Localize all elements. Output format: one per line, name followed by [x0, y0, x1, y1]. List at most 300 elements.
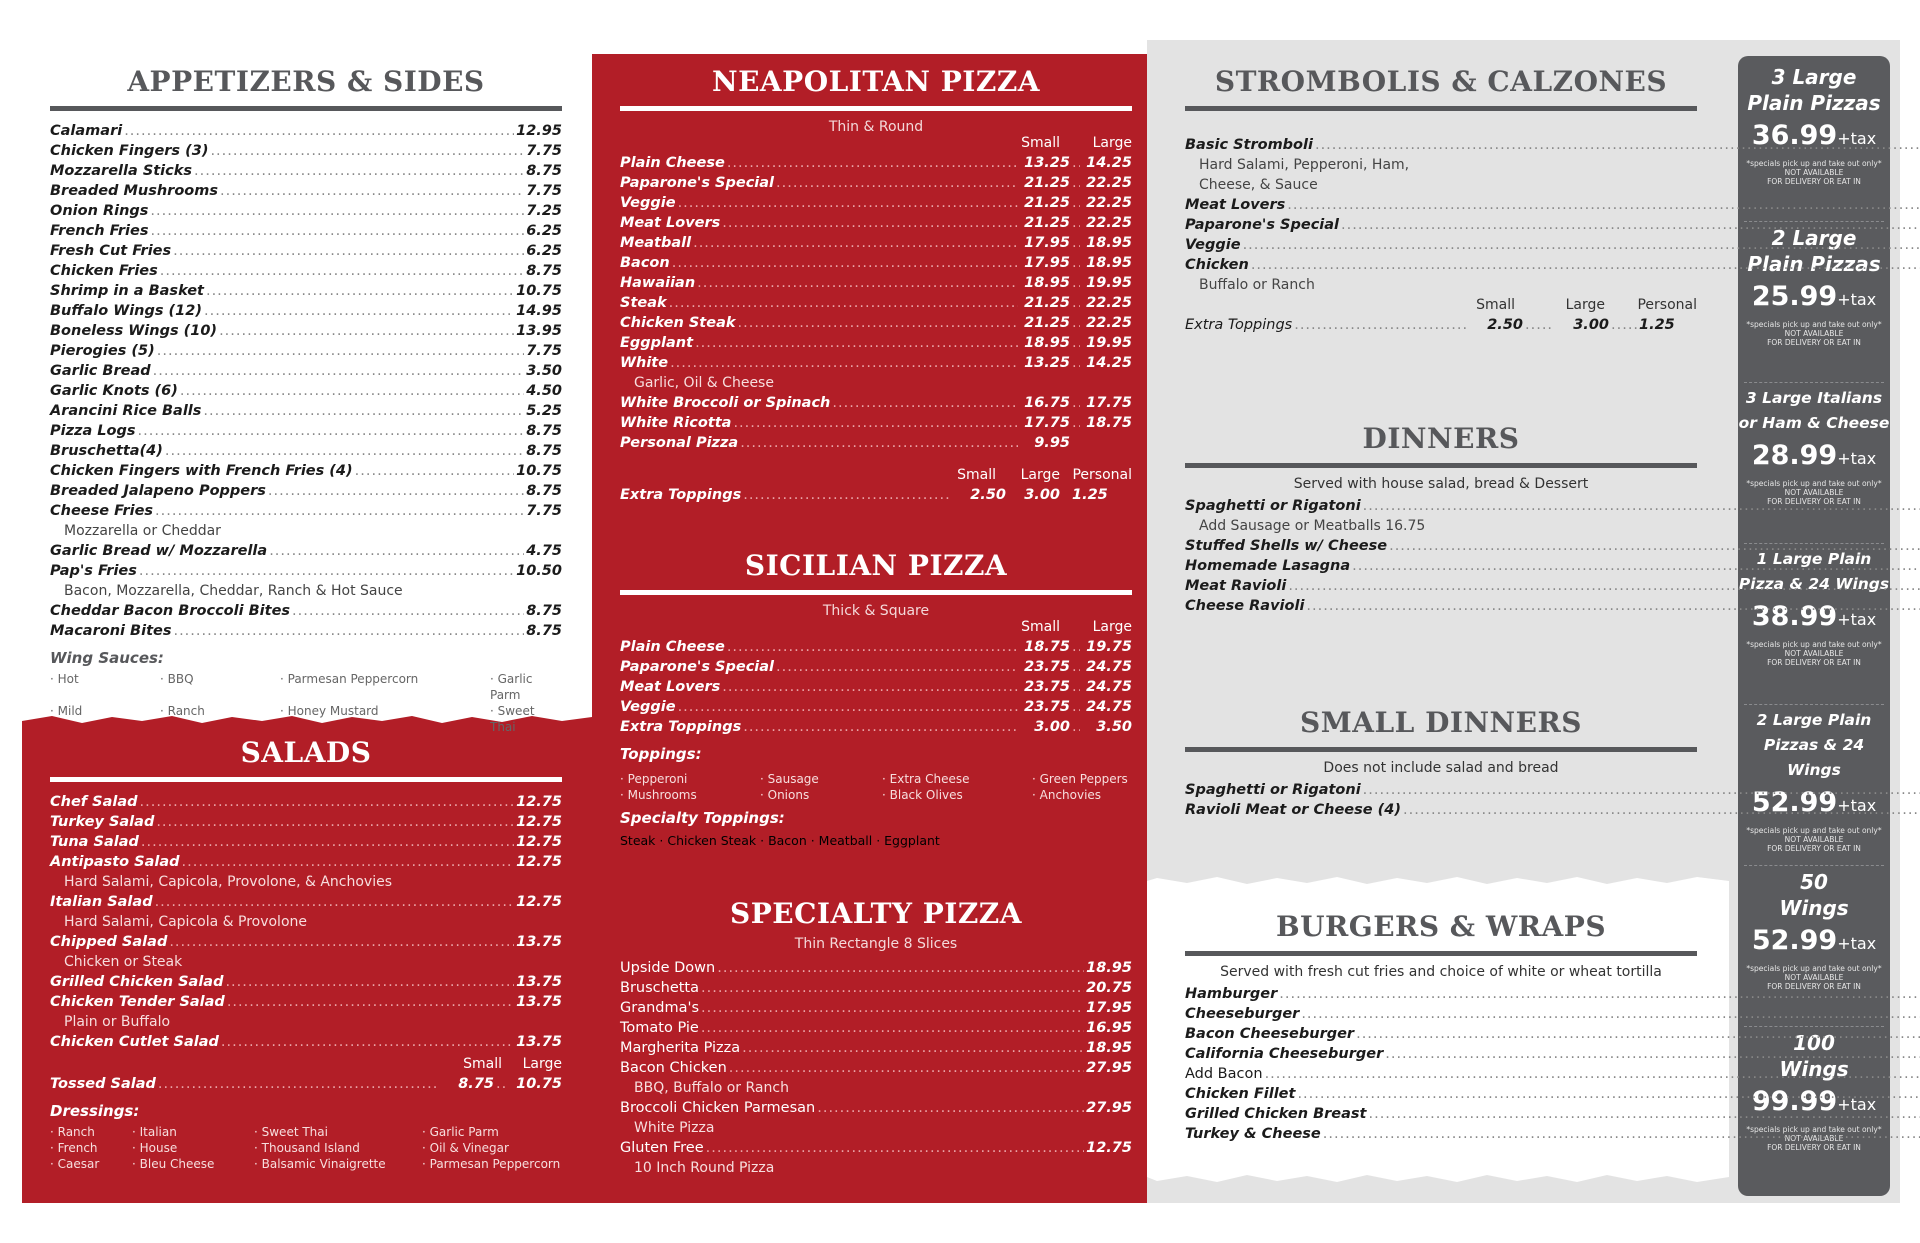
list-option: · Mild: [50, 704, 83, 718]
deal-price: 28.99: [1751, 440, 1838, 471]
price-large: 18.75: [1086, 415, 1132, 431]
salads-section: [50, 736, 562, 1172]
title-rule: [620, 590, 1132, 595]
dot-leader: [727, 155, 1018, 171]
small-dinners-columns: [1185, 782, 1697, 822]
menu-item-row: [50, 303, 562, 323]
item-price: 18.95: [1086, 960, 1132, 976]
item-name: Bruschetta(4): [50, 443, 163, 459]
dot-leader: [717, 960, 1084, 976]
price-small: 23.75: [1024, 659, 1070, 675]
dot-leader: [1341, 217, 1920, 233]
item-name: Veggie: [620, 195, 676, 211]
item-name: Paparone's Special: [620, 175, 775, 191]
dot-leader: [722, 679, 1018, 695]
menu-item-row: [50, 1034, 562, 1054]
torn-edge-bottom: [1147, 1171, 1729, 1185]
size-large-label: Large: [1565, 297, 1605, 313]
list-option: · Ranch: [50, 1125, 95, 1139]
dot-leader: [1279, 986, 1920, 1002]
item-price: 10.50: [516, 563, 562, 579]
item-description: Bacon, Mozzarella, Cheddar, Ranch & Hot Sauce: [64, 583, 403, 599]
item-price: 7.75: [526, 183, 562, 199]
menu-item-row: [1185, 802, 1920, 822]
tax-label: +tax: [1837, 449, 1877, 468]
menu-item-row: [620, 215, 1132, 235]
tax-label: +tax: [1837, 290, 1877, 309]
deal-line-1: 2 Large: [1771, 226, 1857, 250]
dot-leader: [776, 175, 1018, 191]
title-rule: [620, 106, 1132, 111]
item-price: 7.75: [526, 143, 562, 159]
item-name: Paparone's Special: [1185, 217, 1340, 233]
item-description: Cheese, & Sauce: [1199, 177, 1318, 193]
strombolis-columns: [1185, 117, 1697, 297]
dot-leader: [669, 295, 1018, 311]
price-large: 17.75: [1086, 395, 1132, 411]
price-large: 3.50: [1096, 719, 1132, 735]
strombolis-title: STROMBOLIS & CALZONES: [1214, 65, 1668, 98]
deal-divider: [1744, 382, 1884, 383]
deal-note-line: NOT AVAILABLE: [1784, 329, 1844, 338]
strombolis-section: [1185, 65, 1697, 337]
deal-line-2: Pizza & 24 Wings: [1738, 575, 1890, 593]
dot-leader: [138, 423, 525, 439]
menu-item-row: [1185, 782, 1920, 802]
item-price: 12.75: [516, 814, 562, 830]
item-price: 12.95: [516, 123, 562, 139]
size-small-label: Small: [1021, 135, 1060, 151]
appetizers-section: [50, 65, 562, 735]
list-option: · Extra Cheese: [882, 772, 970, 786]
item-name: Chicken Fingers (3): [50, 143, 209, 159]
item-name: Gluten Free: [620, 1140, 704, 1156]
menu-item-row: [50, 794, 562, 814]
toppings-label: Toppings:: [620, 745, 702, 763]
price-small: 3.00: [1034, 719, 1070, 735]
burgers-subtitle: Served with fresh cut fries and choice of white or wheat tortilla: [1220, 964, 1662, 980]
item-price: 6.25: [526, 223, 562, 239]
item-price: 8.75: [526, 623, 562, 639]
item-name: Garlic Knots (6): [50, 383, 178, 399]
menu-item-row: [1185, 1066, 1920, 1086]
price-small: 17.95: [1024, 255, 1070, 271]
deal-note: [1738, 826, 1890, 853]
item-name: Paparone's Special: [620, 659, 775, 675]
deal-line-2: Wings: [1779, 1057, 1849, 1081]
item-price: 20.75: [1086, 980, 1132, 996]
item-name: Chicken Tender Salad: [50, 994, 225, 1010]
dot-leader: [672, 255, 1018, 271]
menu-item-row: [620, 295, 1132, 315]
item-name: Chicken Steak: [620, 315, 736, 331]
item-price: 10.75: [516, 463, 562, 479]
menu-item-row: [50, 223, 562, 243]
dot-leader: [1072, 659, 1080, 675]
dot-leader: [1072, 215, 1080, 231]
small-dinners-left: [1185, 782, 1920, 822]
item-name: Onion Rings: [50, 203, 149, 219]
menu-item-row: [50, 834, 562, 854]
item-name: Breaded Jalapeno Poppers: [50, 483, 266, 499]
deal-divider: [1744, 704, 1884, 705]
price-large: 22.25: [1086, 195, 1132, 211]
price-small: 18.95: [1024, 275, 1070, 291]
dot-leader: [1072, 175, 1080, 191]
menu-item-row: [620, 1040, 1132, 1060]
price-small: 18.75: [1024, 639, 1070, 655]
extra-toppings-row: [1185, 317, 1697, 337]
item-description: Add Sausage or Meatballs 16.75: [1199, 518, 1426, 534]
deal-note-line: *specials pick up and take out only*: [1746, 964, 1882, 973]
menu-item-row: [50, 463, 562, 483]
item-name: Breaded Mushrooms: [50, 183, 218, 199]
item-name: Plain Cheese: [620, 155, 725, 171]
dot-leader: [139, 563, 514, 579]
deal-line-1: 1 Large Plain: [1756, 550, 1872, 568]
dot-leader: [292, 603, 524, 619]
menu-item-row: [1185, 217, 1920, 237]
menu-item-row: [620, 435, 1132, 455]
item-name: Eggplant: [620, 335, 694, 351]
list-option: · Thousand Island: [254, 1141, 360, 1155]
tossed-size-header: [50, 1056, 562, 1076]
dinners-title: DINNERS: [1362, 422, 1520, 455]
title-rule: [1185, 747, 1697, 752]
list-option: · Parmesan Peppercorn: [422, 1157, 561, 1171]
menu-item-row: [50, 994, 562, 1014]
dot-leader: [225, 974, 514, 990]
dot-leader: [740, 435, 1018, 451]
item-name: Cheddar Bacon Broccoli Bites: [50, 603, 291, 619]
item-name: Mozzarella Sticks: [50, 163, 193, 179]
item-price: 6.25: [526, 243, 562, 259]
dressings-grid: [50, 1124, 562, 1172]
menu-item-row: [1185, 197, 1920, 217]
deal-note-line: FOR DELIVERY OR EAT IN: [1767, 497, 1861, 506]
list-option: · Black Olives: [882, 788, 963, 802]
neapolitan-section: [620, 65, 1132, 507]
dot-leader: [817, 1100, 1084, 1116]
neapolitan-subtitle: Thin & Round: [828, 119, 924, 135]
size-personal-label: Personal: [1637, 297, 1697, 313]
tax-label: +tax: [1837, 129, 1877, 148]
price-small: 8.75: [458, 1076, 494, 1092]
item-name: Chicken Fillet: [1185, 1086, 1296, 1102]
list-option: · Pepperoni: [620, 772, 688, 786]
price-large: 19.95: [1086, 275, 1132, 291]
item-name: Extra Toppings: [620, 719, 742, 735]
salads-title: SALADS: [240, 736, 372, 769]
list-option: · Balsamic Vinaigrette: [254, 1157, 386, 1171]
size-header: [620, 135, 1132, 155]
item-price: 18.95: [1086, 1040, 1132, 1056]
deal-price: 36.99: [1751, 120, 1838, 151]
item-name: Extra Toppings: [620, 487, 742, 503]
menu-item-row: [50, 623, 562, 643]
price-personal: 1.25: [1639, 317, 1675, 333]
dot-leader: [221, 1034, 514, 1050]
dot-leader: [160, 263, 524, 279]
dot-leader: [124, 123, 514, 139]
dot-leader: [693, 235, 1018, 251]
list-option: · Mushrooms: [620, 788, 697, 802]
menu-item-row: [620, 699, 1132, 719]
dot-leader: [697, 275, 1018, 291]
menu-item-row: [620, 960, 1132, 980]
item-name: French Fries: [50, 223, 149, 239]
extra-toppings-row: [620, 487, 1132, 507]
item-name: Cheese Fries: [50, 503, 154, 519]
appetizers-list: [50, 123, 562, 643]
dot-leader: [269, 543, 524, 559]
specialty-toppings-label: Specialty Toppings:: [620, 809, 785, 827]
deal-note-line: NOT AVAILABLE: [1784, 649, 1844, 658]
item-name: Antipasto Salad: [50, 854, 180, 870]
item-name: Upside Down: [620, 960, 716, 976]
item-name: Extra Toppings: [1185, 317, 1293, 333]
dot-leader: [1315, 137, 1920, 153]
item-name: Grandma's: [620, 1000, 700, 1016]
list-option: · French: [50, 1141, 98, 1155]
small-dinners-section: [1185, 706, 1697, 822]
item-name: Homemade Lasagna: [1185, 558, 1351, 574]
menu-item-row: [50, 343, 562, 363]
menu-item-row: [620, 315, 1132, 335]
price-large: 22.25: [1086, 315, 1132, 331]
torn-edge-top: [1147, 875, 1729, 889]
menu-item-row: [50, 934, 562, 954]
dot-leader: [204, 303, 514, 319]
price-large: 19.95: [1086, 335, 1132, 351]
price-large: 19.75: [1086, 639, 1132, 655]
item-name: Cheese Ravioli: [1185, 598, 1305, 614]
tax-label: +tax: [1837, 1095, 1877, 1114]
item-price: 4.75: [526, 543, 562, 559]
dot-leader: [678, 699, 1018, 715]
item-name: Bacon Cheeseburger: [1185, 1026, 1355, 1042]
item-name: California Cheeseburger: [1185, 1046, 1384, 1062]
specialty-title: SPECIALTY PIZZA: [730, 897, 1022, 930]
list-option: · Green Peppers: [1032, 772, 1128, 786]
title-rule: [50, 777, 562, 782]
item-price: 7.75: [526, 343, 562, 359]
dot-leader: [194, 163, 524, 179]
deal-price-line: [1738, 440, 1890, 471]
dot-leader: [1072, 235, 1080, 251]
item-price: 12.75: [516, 834, 562, 850]
sicilian-title: SICILIAN PIZZA: [744, 549, 1008, 582]
price-small: 9.95: [1034, 435, 1070, 451]
deal-price: 52.99: [1751, 787, 1838, 818]
deal-price: 52.99: [1751, 925, 1838, 956]
item-description: Hard Salami, Pepperoni, Ham,: [1199, 157, 1410, 173]
dot-leader: [155, 503, 524, 519]
menu-item-row: [620, 980, 1132, 1000]
menu-item-row: [50, 423, 562, 443]
deal-line-1: 2 Large Plain: [1756, 711, 1872, 729]
dot-leader: [1072, 255, 1080, 271]
tax-label: +tax: [1837, 796, 1877, 815]
dot-leader: [1306, 598, 1920, 614]
dot-leader: [169, 934, 514, 950]
dot-leader: [743, 719, 1018, 735]
deal-line-2: Wings: [1779, 896, 1849, 920]
menu-item-row: [620, 235, 1132, 255]
item-name: Pap's Fries: [50, 563, 137, 579]
deal-note-line: NOT AVAILABLE: [1784, 835, 1844, 844]
tossed-salad-row: [50, 1076, 562, 1096]
dot-leader: [1297, 1086, 1920, 1102]
list-option: · BBQ: [160, 672, 194, 686]
price-small: 21.25: [1024, 175, 1070, 191]
menu-item-row: [50, 563, 562, 583]
item-name: Tomato Pie: [620, 1020, 699, 1036]
item-name: Fresh Cut Fries: [50, 243, 172, 259]
dot-leader: [729, 1060, 1084, 1076]
dot-leader: [1072, 315, 1080, 331]
item-name: Chicken Fingers with French Fries (4): [50, 463, 353, 479]
strombolis-left: [1185, 117, 1920, 297]
deal-note-line: NOT AVAILABLE: [1784, 1134, 1844, 1143]
menu-item-row: [620, 1140, 1132, 1160]
dot-leader: [1072, 719, 1080, 735]
item-price: 4.50: [526, 383, 562, 399]
menu-item-row: [50, 443, 562, 463]
menu-item-row: [1185, 1126, 1920, 1146]
dot-leader: [355, 463, 514, 479]
menu-item-row: [1185, 1106, 1920, 1126]
appetizers-title: APPETIZERS & SIDES: [127, 65, 485, 98]
list-option: · Anchovies: [1032, 788, 1102, 802]
price-large: 22.25: [1086, 295, 1132, 311]
sicilian-section: [620, 549, 1132, 848]
item-name: Plain Cheese: [620, 639, 725, 655]
menu-item-row: [620, 355, 1132, 375]
menu-item-row: [1185, 237, 1920, 257]
price-large: 18.95: [1086, 255, 1132, 271]
tax-label: +tax: [1837, 610, 1877, 629]
list-option: · Parmesan Peppercorn: [280, 672, 419, 686]
price-small: 18.95: [1024, 335, 1070, 351]
item-name: White Broccoli or Spinach: [620, 395, 831, 411]
item-description: Mozzarella or Cheddar: [64, 523, 221, 539]
menu-item-row: [620, 155, 1132, 175]
item-price: 17.95: [1086, 1000, 1132, 1016]
list-option: · Oil & Vinegar: [422, 1141, 509, 1155]
price-large: 22.25: [1086, 215, 1132, 231]
item-name: White: [620, 355, 669, 371]
sicilian-list: [620, 639, 1132, 739]
price-small: 17.95: [1024, 235, 1070, 251]
item-name: Pizza Logs: [50, 423, 136, 439]
menu-item-row: [1185, 137, 1920, 157]
deal-note-line: NOT AVAILABLE: [1784, 973, 1844, 982]
dot-leader: [1072, 415, 1080, 431]
dot-leader: [150, 203, 524, 219]
menu-item-row: [620, 175, 1132, 195]
item-price: 12.75: [516, 794, 562, 810]
item-name: Italian Salad: [50, 894, 153, 910]
item-price: 16.95: [1086, 1020, 1132, 1036]
item-name: Arancini Rice Balls: [50, 403, 202, 419]
deal-note-line: FOR DELIVERY OR EAT IN: [1767, 338, 1861, 347]
menu-item-row: [50, 854, 562, 874]
list-option: · Garlic Parm: [422, 1125, 499, 1139]
dot-leader: [1072, 395, 1080, 411]
deal-price: 99.99: [1751, 1086, 1838, 1117]
item-name: Grilled Chicken Salad: [50, 974, 224, 990]
item-name: Veggie: [1185, 237, 1241, 253]
menu-item-row: [1185, 538, 1920, 558]
menu-item-row: [50, 543, 562, 563]
dot-leader: [182, 854, 515, 870]
dot-leader: [776, 659, 1018, 675]
item-price: 12.75: [1086, 1140, 1132, 1156]
item-name: Steak: [620, 295, 667, 311]
item-price: 5.25: [526, 403, 562, 419]
size-personal-label: Personal: [1072, 467, 1132, 483]
price-small: 13.25: [1024, 355, 1070, 371]
deal-line-1: 3 Large Italians: [1745, 389, 1883, 407]
size-large-label: Large: [1092, 619, 1132, 635]
item-price: 3.50: [526, 363, 562, 379]
item-price: 13.95: [516, 323, 562, 339]
list-option: · Sweet Thai: [490, 704, 535, 734]
item-description: Hard Salami, Capicola & Provolone: [64, 914, 307, 930]
item-description: Plain or Buffalo: [64, 1014, 171, 1030]
dot-leader: [1363, 782, 1920, 798]
list-option: · Bleu Cheese: [132, 1157, 215, 1171]
price-small: 21.25: [1024, 295, 1070, 311]
menu-item-row: [620, 255, 1132, 275]
menu-item-row: [1185, 498, 1920, 518]
dot-leader: [733, 415, 1018, 431]
menu-item-row: [620, 659, 1132, 679]
item-price: 14.95: [516, 303, 562, 319]
dot-leader: [155, 894, 515, 910]
price-small: 21.25: [1024, 215, 1070, 231]
menu-item-row: [50, 894, 562, 914]
specialty-list: [620, 960, 1132, 1180]
item-name: Chicken Cutlet Salad: [50, 1034, 219, 1050]
size-large-label: Large: [522, 1056, 562, 1072]
item-name: Meat Ravioli: [1185, 578, 1287, 594]
price-small: 2.50: [1487, 317, 1523, 333]
item-name: Garlic Bread: [50, 363, 151, 379]
deal-note-line: *specials pick up and take out only*: [1746, 826, 1882, 835]
menu-item-row: [1185, 986, 1920, 1006]
item-price: 12.75: [516, 894, 562, 910]
deal-note-line: *specials pick up and take out only*: [1746, 1125, 1882, 1134]
burgers-section: [1185, 910, 1697, 1146]
menu-item-row: [620, 1060, 1132, 1080]
deal-note-line: FOR DELIVERY OR EAT IN: [1767, 658, 1861, 667]
item-name: Garlic Bread w/ Mozzarella: [50, 543, 268, 559]
deal-divider: [1744, 865, 1884, 866]
extra-header: [620, 467, 1132, 487]
price-large: 14.25: [1086, 155, 1132, 171]
deal-line-2: Pizzas & 24 Wings: [1763, 736, 1865, 779]
item-description: White Pizza: [634, 1120, 715, 1136]
title-rule: [1185, 951, 1697, 956]
dot-leader: [738, 315, 1019, 331]
dot-leader: [1385, 1046, 1920, 1062]
price-large: 22.25: [1086, 175, 1132, 191]
burgers-title: BURGERS & WRAPS: [1275, 910, 1607, 943]
burgers-left: [1185, 986, 1920, 1146]
menu-item-row: [50, 123, 562, 143]
